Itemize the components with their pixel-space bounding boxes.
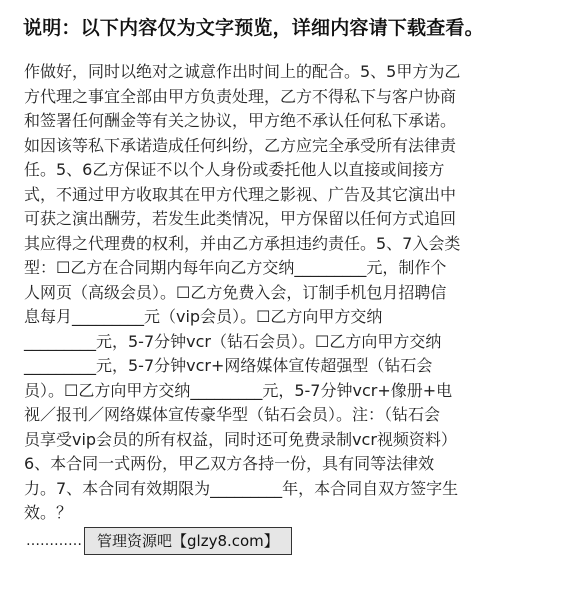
text-line: 作做好，同时以绝对之诚意作出时间上的配合。5、5甲方为乙 xyxy=(24,62,461,81)
source-link-button[interactable]: 管理资源吧【glzy8.com】 xyxy=(84,527,292,555)
text-line: _________元，5-7分钟vcr（钻石会员）。☐乙方向甲方交纳 xyxy=(24,331,442,351)
text-line: 息每月_________元（vip会员）。☐乙方向甲方交纳 xyxy=(24,307,383,326)
text-line: _________元，5-7分钟vcr+网络媒体宣传超强型（钻石会 xyxy=(24,356,433,375)
text-line: 如因该等私下承诺造成任何纠纷，乙方应完全承受所有法律责 xyxy=(24,135,457,155)
text-line: 员享受vip会员的所有权益，同时还可免费录制vcr视频资料） xyxy=(24,429,457,449)
text-line: 方代理之事宜全部由甲方负责处理，乙方不得私下与客户协商 xyxy=(24,86,457,106)
ellipsis-dots: ………… xyxy=(26,533,82,549)
text-line: 6、本合同一式两份，甲乙双方各持一份，具有同等法律效 xyxy=(24,454,435,473)
text-line: 员）。☐乙方向甲方交纳_________元，5-7分钟vcr+像册+电 xyxy=(24,380,453,400)
preview-notice: 说明：以下内容仅为文字预览，详细内容请下载查看。 xyxy=(23,17,484,39)
text-line: 任。5、6乙方保证不以个人身份或委托他人以直接或间接方 xyxy=(24,160,445,179)
text-line: 式，不通过甲方收取其在甲方代理之影视、广告及其它演出中 xyxy=(24,184,457,204)
text-line: 型：☐乙方在合同期内每年向乙方交纳_________元，制作个 xyxy=(24,258,447,277)
text-line: 效。？ xyxy=(24,503,73,522)
text-line: 人网页（高级会员）。☐乙方免费入会，订制手机包月招聘信 xyxy=(24,282,447,302)
text-line: 其应得之代理费的权利，并由乙方承担违约责任。5、7入会类 xyxy=(24,233,461,253)
text-line: 力。7、本合同有效期限为_________年，本合同自双方签字生 xyxy=(24,478,459,498)
text-line: 视／报刊／网络媒体宣传豪华型（钻石会员）。注：（钻石会 xyxy=(24,405,441,424)
document-body xyxy=(24,60,557,526)
footer xyxy=(26,527,292,555)
text-line: 和签署任何酬金等有关之协议，甲方绝不承认任何私下承诺。 xyxy=(24,111,457,130)
text-line: 可获之演出酬劳，若发生此类情况，甲方保留以任何方式追回 xyxy=(24,209,457,228)
